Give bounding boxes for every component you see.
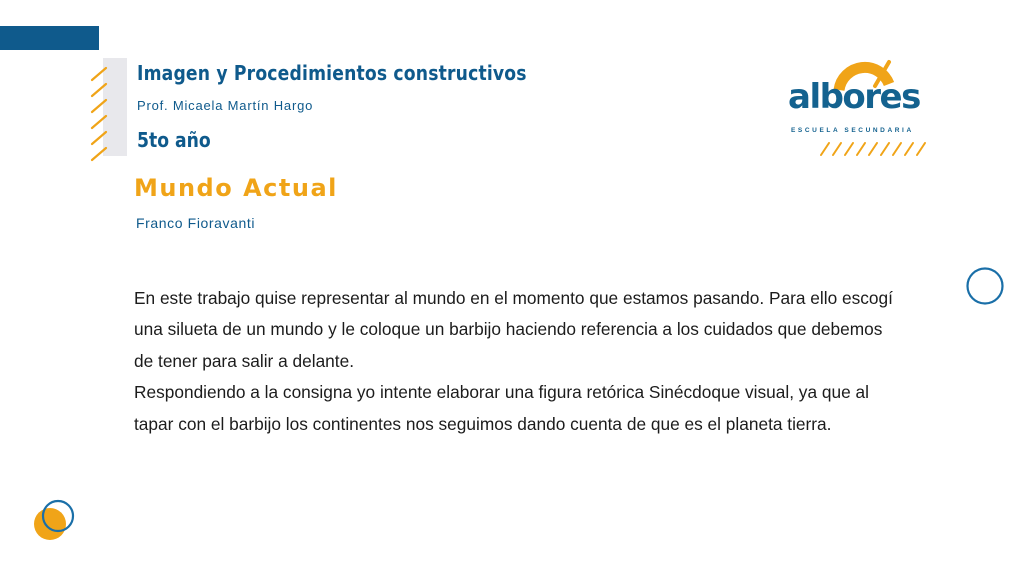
yellow-hatch-decoration — [86, 60, 126, 170]
blue-ring-decoration — [965, 266, 1005, 306]
description-paragraph: En este trabajo quise representar al mundo en el momento que estamos pasando. Para ello escogí una silueta de un mundo y le coloque un barbijo haciendo referencia a los cuidados que debemos de tener para salir a delante. — [134, 288, 893, 371]
logo-subtitle: ESCUELA SECUNDARIA — [791, 127, 914, 134]
work-title: Mundo Actual — [134, 174, 338, 202]
grade-label: 5to año — [137, 128, 211, 152]
description-paragraph: Respondiendo a la consigna yo intente elaborar una figura retórica Sinécdoque visual, ya que al tapar con el barbijo los continentes nos seguimos dando cuenta de que es el planeta tierra. — [134, 382, 869, 434]
albores-logo — [785, 56, 930, 160]
professor-name: Prof. Micaela Martín Hargo — [137, 98, 314, 113]
yellow-dot-decoration — [30, 496, 80, 544]
course-title: Imagen y Procedimientos constructivos — [137, 61, 527, 85]
description-text — [134, 283, 894, 440]
logo-wordmark: albores — [788, 77, 920, 117]
top-blue-bar — [0, 26, 99, 50]
student-name: Franco Fioravanti — [136, 215, 256, 231]
